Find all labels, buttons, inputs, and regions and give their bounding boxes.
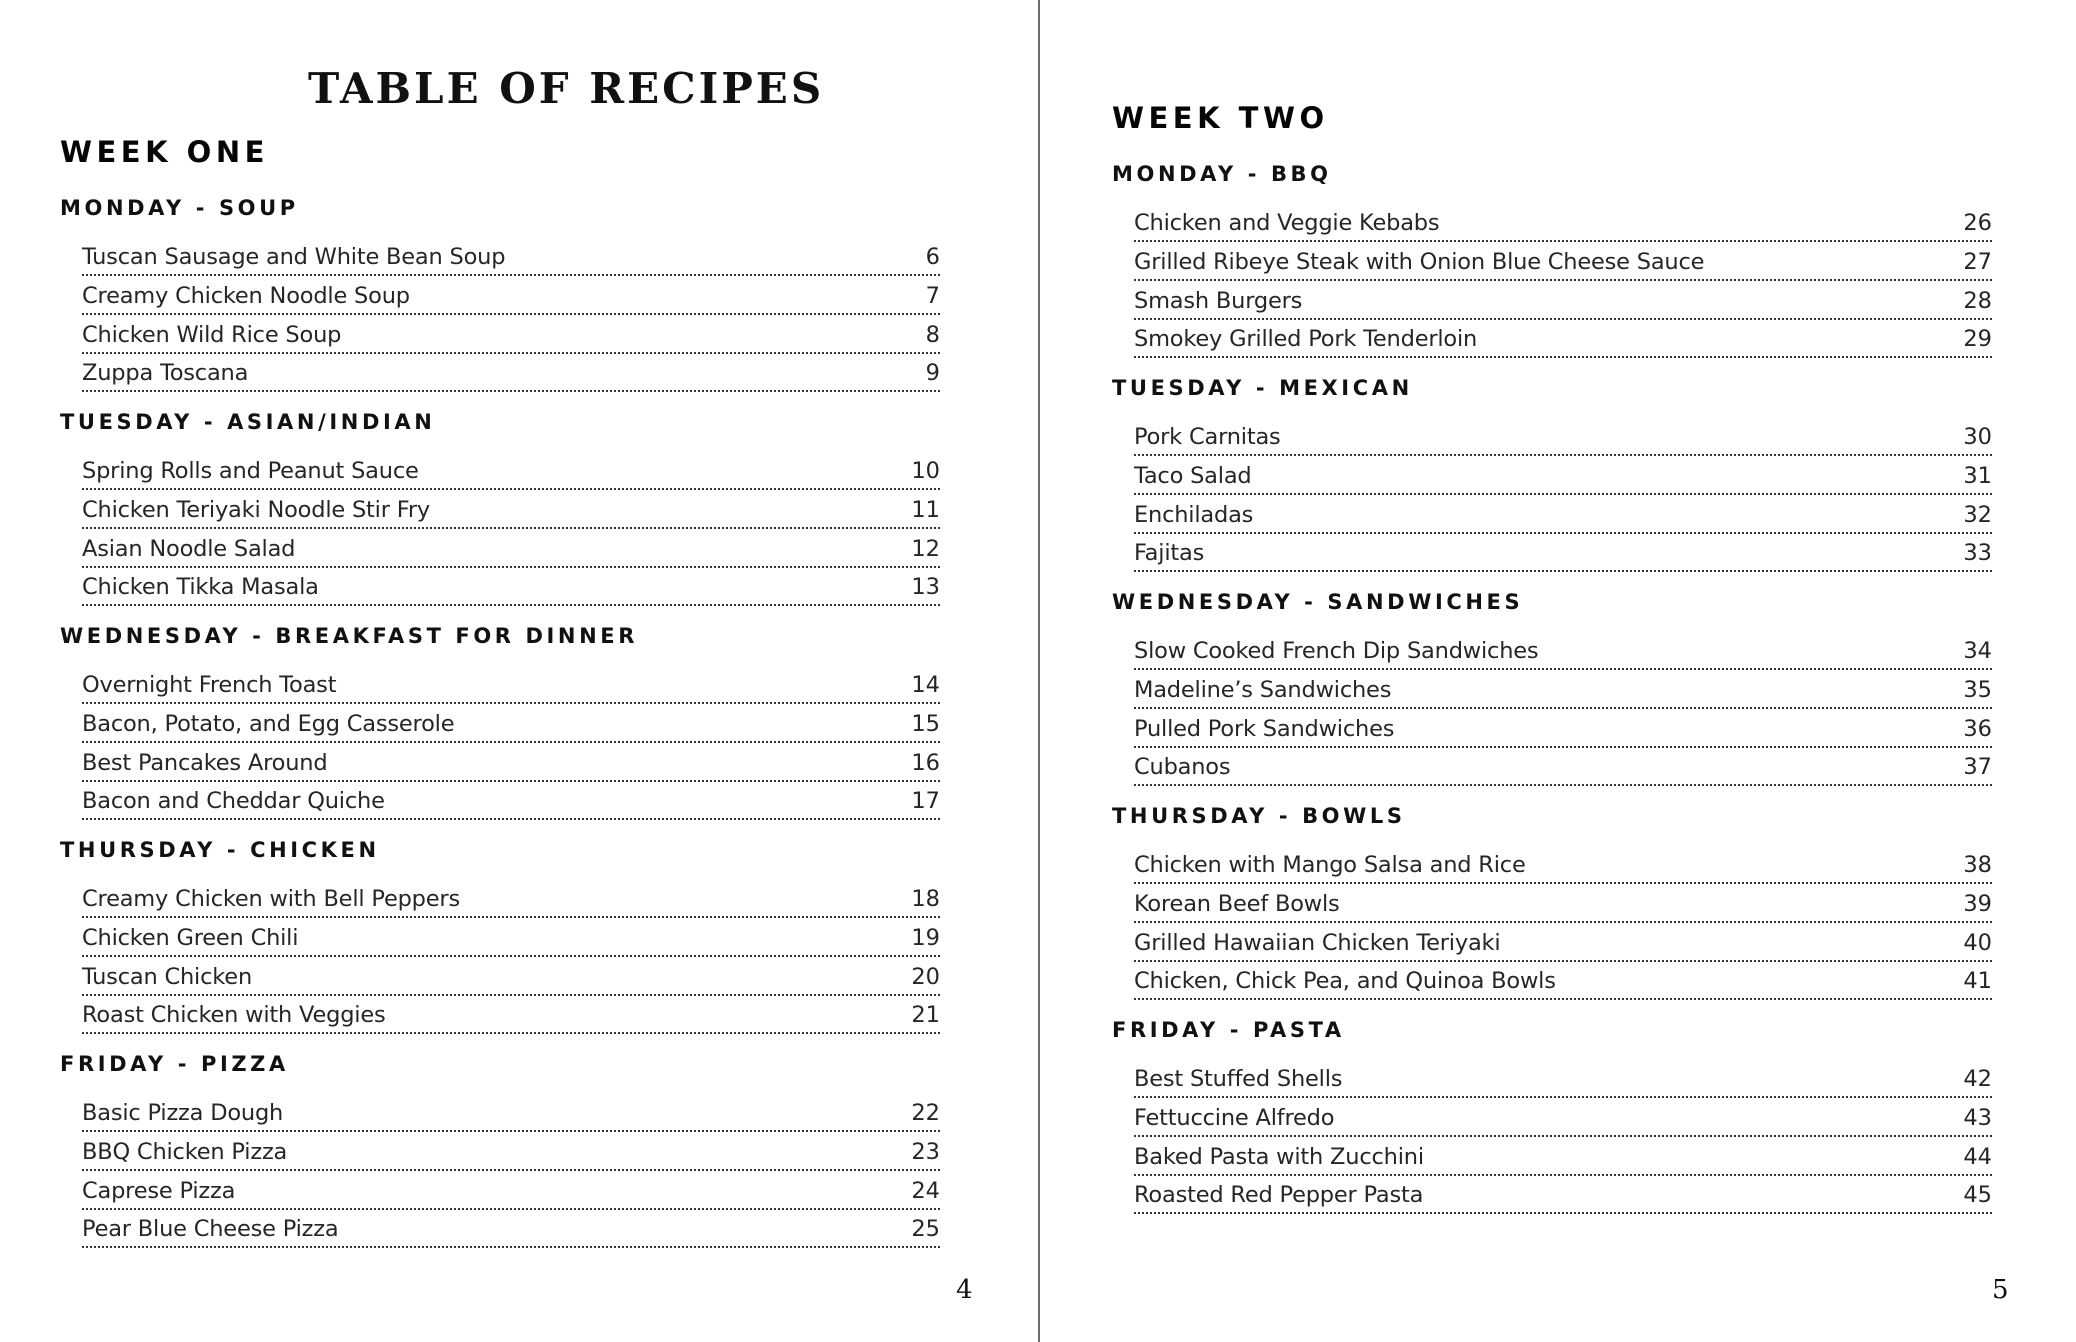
section-wednesday [1112, 587, 1992, 788]
recipe-name: Baked Pasta with Zucchini [1134, 1143, 1424, 1170]
recipe-name: Chicken Green Chili [82, 924, 299, 951]
recipe-list [82, 881, 940, 1034]
recipe-name: Asian Noodle Salad [82, 535, 296, 562]
recipe-name: Best Stuffed Shells [1134, 1066, 1343, 1092]
recipe-page-number: 34 [1963, 638, 1992, 664]
section-heading: MONDAY - SOUP [60, 196, 299, 220]
recipe-entry[interactable] [82, 278, 940, 315]
recipe-page-number: 30 [1963, 424, 1992, 450]
recipe-page-number: 14 [911, 672, 940, 698]
recipe-name: Creamy Chicken Noodle Soup [82, 282, 410, 309]
recipe-entry[interactable] [1134, 535, 1992, 572]
recipe-entry[interactable] [82, 355, 940, 392]
section-friday [60, 1049, 940, 1250]
recipe-entry[interactable] [82, 1134, 940, 1171]
recipe-name: Korean Beef Bowls [1134, 890, 1340, 917]
recipe-name: Bacon, Potato, and Egg Casserole [82, 710, 455, 737]
section-heading: TUESDAY - ASIAN/INDIAN [60, 410, 436, 434]
recipe-entry[interactable] [82, 492, 940, 529]
recipe-list [1134, 633, 1992, 786]
recipe-page-number: 8 [925, 321, 940, 348]
right-page [1039, 0, 2076, 1342]
recipe-entry[interactable] [82, 317, 940, 354]
recipe-name: Creamy Chicken with Bell Peppers [82, 886, 460, 912]
recipe-list [1134, 205, 1992, 358]
recipe-name: Chicken, Chick Pea, and Quinoa Bowls [1134, 968, 1556, 995]
recipe-page-number: 25 [911, 1216, 940, 1243]
section-thursday [60, 835, 940, 1036]
recipe-list [82, 239, 940, 392]
recipe-page-number: 36 [1963, 715, 1992, 742]
recipe-page-number: 12 [911, 535, 940, 562]
recipe-name: Pork Carnitas [1134, 424, 1281, 450]
section-tuesday [1112, 373, 1992, 574]
recipe-page-number: 40 [1963, 929, 1992, 956]
recipe-page-number: 44 [1963, 1143, 1992, 1170]
section-monday [1112, 159, 1992, 360]
recipe-entry[interactable] [1134, 1139, 1992, 1176]
recipe-page-number: 39 [1963, 890, 1992, 917]
recipe-page-number: 22 [911, 1100, 940, 1126]
recipe-name: Fajitas [1134, 540, 1205, 567]
recipe-page-number: 13 [911, 574, 940, 601]
recipe-page-number: 32 [1963, 501, 1992, 528]
recipe-name: Cubanos [1134, 754, 1231, 781]
recipe-name: Smash Burgers [1134, 287, 1303, 314]
recipe-entry[interactable] [1134, 749, 1992, 786]
page-title: TABLE OF RECIPES [308, 64, 825, 113]
recipe-page-number: 7 [925, 282, 940, 309]
recipe-name: Fettuccine Alfredo [1134, 1104, 1335, 1131]
recipe-entry[interactable] [82, 667, 940, 704]
recipe-page-number: 21 [911, 1002, 940, 1029]
recipe-entry[interactable] [1134, 672, 1992, 709]
recipe-page-number: 28 [1963, 287, 1992, 314]
recipe-entry[interactable] [1134, 205, 1992, 242]
recipe-entry[interactable] [1134, 321, 1992, 358]
recipe-entry[interactable] [82, 1211, 940, 1248]
recipe-name: Roast Chicken with Veggies [82, 1002, 386, 1029]
recipe-page-number: 37 [1963, 754, 1992, 781]
recipe-page-number: 11 [911, 496, 940, 523]
recipe-page-number: 17 [911, 788, 940, 815]
recipe-entry[interactable] [1134, 925, 1992, 962]
recipe-page-number: 38 [1963, 852, 1992, 878]
recipe-entry[interactable] [1134, 458, 1992, 495]
recipe-entry[interactable] [1134, 847, 1992, 884]
recipe-entry[interactable] [82, 745, 940, 782]
section-friday [1112, 1015, 1992, 1216]
section-heading: THURSDAY - BOWLS [1112, 804, 1406, 828]
section-tuesday [60, 407, 940, 608]
recipe-name: Best Pancakes Around [82, 749, 328, 776]
recipe-page-number: 18 [911, 886, 940, 912]
recipe-name: Chicken with Mango Salsa and Rice [1134, 852, 1526, 878]
recipe-entry[interactable] [82, 881, 940, 918]
recipe-entry[interactable] [82, 239, 940, 276]
recipe-page-number: 45 [1963, 1182, 1992, 1209]
recipe-entry[interactable] [82, 783, 940, 820]
recipe-page-number: 42 [1963, 1066, 1992, 1092]
recipe-entry[interactable] [1134, 711, 1992, 748]
recipe-name: Chicken and Veggie Kebabs [1134, 210, 1440, 236]
recipe-name: Taco Salad [1134, 462, 1252, 489]
recipe-page-number: 23 [911, 1138, 940, 1165]
recipe-list [82, 453, 940, 606]
recipe-entry[interactable] [82, 1173, 940, 1210]
section-thursday [1112, 801, 1992, 1002]
recipe-page-number: 43 [1963, 1104, 1992, 1131]
recipe-entry[interactable] [1134, 419, 1992, 456]
recipe-entry[interactable] [82, 1095, 940, 1132]
recipe-page-number: 19 [911, 924, 940, 951]
recipe-entry[interactable] [1134, 1177, 1992, 1214]
recipe-name: Grilled Ribeye Steak with Onion Blue Cheese Sauce [1134, 248, 1705, 275]
recipe-entry[interactable] [82, 997, 940, 1034]
recipe-name: Grilled Hawaiian Chicken Teriyaki [1134, 929, 1501, 956]
recipe-page-number: 16 [911, 749, 940, 776]
recipe-entry[interactable] [1134, 1100, 1992, 1137]
page-number: 4 [956, 1275, 973, 1305]
recipe-entry[interactable] [82, 569, 940, 606]
recipe-name: Pulled Pork Sandwiches [1134, 715, 1395, 742]
recipe-entry[interactable] [1134, 633, 1992, 670]
recipe-page-number: 10 [911, 458, 940, 484]
recipe-name: Enchiladas [1134, 501, 1254, 528]
recipe-name: Pear Blue Cheese Pizza [82, 1216, 339, 1243]
recipe-list [82, 1095, 940, 1248]
recipe-name: Spring Rolls and Peanut Sauce [82, 458, 419, 484]
recipe-name: BBQ Chicken Pizza [82, 1138, 288, 1165]
recipe-name: Bacon and Cheddar Quiche [82, 788, 385, 815]
recipe-page-number: 20 [911, 963, 940, 990]
recipe-entry[interactable] [82, 706, 940, 743]
recipe-page-number: 35 [1963, 676, 1992, 703]
recipe-page-number: 41 [1963, 968, 1992, 995]
recipe-name: Overnight French Toast [82, 672, 337, 698]
recipe-name: Roasted Red Pepper Pasta [1134, 1182, 1424, 1209]
recipe-entry[interactable] [1134, 244, 1992, 281]
section-monday [60, 193, 940, 394]
page-number: 5 [1992, 1275, 2009, 1305]
recipe-name: Chicken Teriyaki Noodle Stir Fry [82, 496, 430, 523]
recipe-name: Madeline’s Sandwiches [1134, 676, 1392, 703]
section-heading: WEDNESDAY - SANDWICHES [1112, 590, 1524, 614]
recipe-page-number: 29 [1963, 326, 1992, 353]
recipe-entry[interactable] [1134, 886, 1992, 923]
recipe-page-number: 31 [1963, 462, 1992, 489]
recipe-page-number: 26 [1963, 210, 1992, 236]
recipe-page-number: 33 [1963, 540, 1992, 567]
recipe-name: Zuppa Toscana [82, 360, 249, 387]
recipe-list [1134, 847, 1992, 1000]
recipe-name: Slow Cooked French Dip Sandwiches [1134, 638, 1539, 664]
recipe-entry[interactable] [1134, 497, 1992, 534]
section-heading: FRIDAY - PIZZA [60, 1052, 289, 1076]
recipe-entry[interactable] [1134, 963, 1992, 1000]
recipe-list [1134, 1061, 1992, 1214]
section-heading: MONDAY - BBQ [1112, 162, 1332, 186]
section-heading: FRIDAY - PASTA [1112, 1018, 1345, 1042]
section-wednesday [60, 621, 940, 822]
recipe-page-number: 24 [911, 1177, 940, 1204]
recipe-name: Smokey Grilled Pork Tenderloin [1134, 326, 1478, 353]
recipe-name: Tuscan Chicken [82, 963, 253, 990]
recipe-name: Tuscan Sausage and White Bean Soup [82, 244, 506, 270]
recipe-page-number: 9 [925, 360, 940, 387]
recipe-list [1134, 419, 1992, 572]
recipe-list [82, 667, 940, 820]
recipe-entry[interactable] [82, 453, 940, 490]
section-heading: THURSDAY - CHICKEN [60, 838, 380, 862]
recipe-name: Basic Pizza Dough [82, 1100, 284, 1126]
recipe-entry[interactable] [1134, 1061, 1992, 1098]
section-heading: WEDNESDAY - BREAKFAST FOR DINNER [60, 624, 638, 648]
week-one-heading: WEEK ONE [60, 135, 269, 169]
section-heading: TUESDAY - MEXICAN [1112, 376, 1413, 400]
recipe-entry[interactable] [1134, 283, 1992, 320]
recipe-entry[interactable] [82, 959, 940, 996]
recipe-name: Chicken Tikka Masala [82, 574, 319, 601]
week-two-heading: WEEK TWO [1112, 101, 1329, 135]
recipe-name: Caprese Pizza [82, 1177, 236, 1204]
recipe-entry[interactable] [82, 531, 940, 568]
recipe-page-number: 15 [911, 710, 940, 737]
recipe-page-number: 27 [1963, 248, 1992, 275]
recipe-name: Chicken Wild Rice Soup [82, 321, 342, 348]
recipe-entry[interactable] [82, 920, 940, 957]
recipe-page-number: 6 [925, 244, 940, 270]
